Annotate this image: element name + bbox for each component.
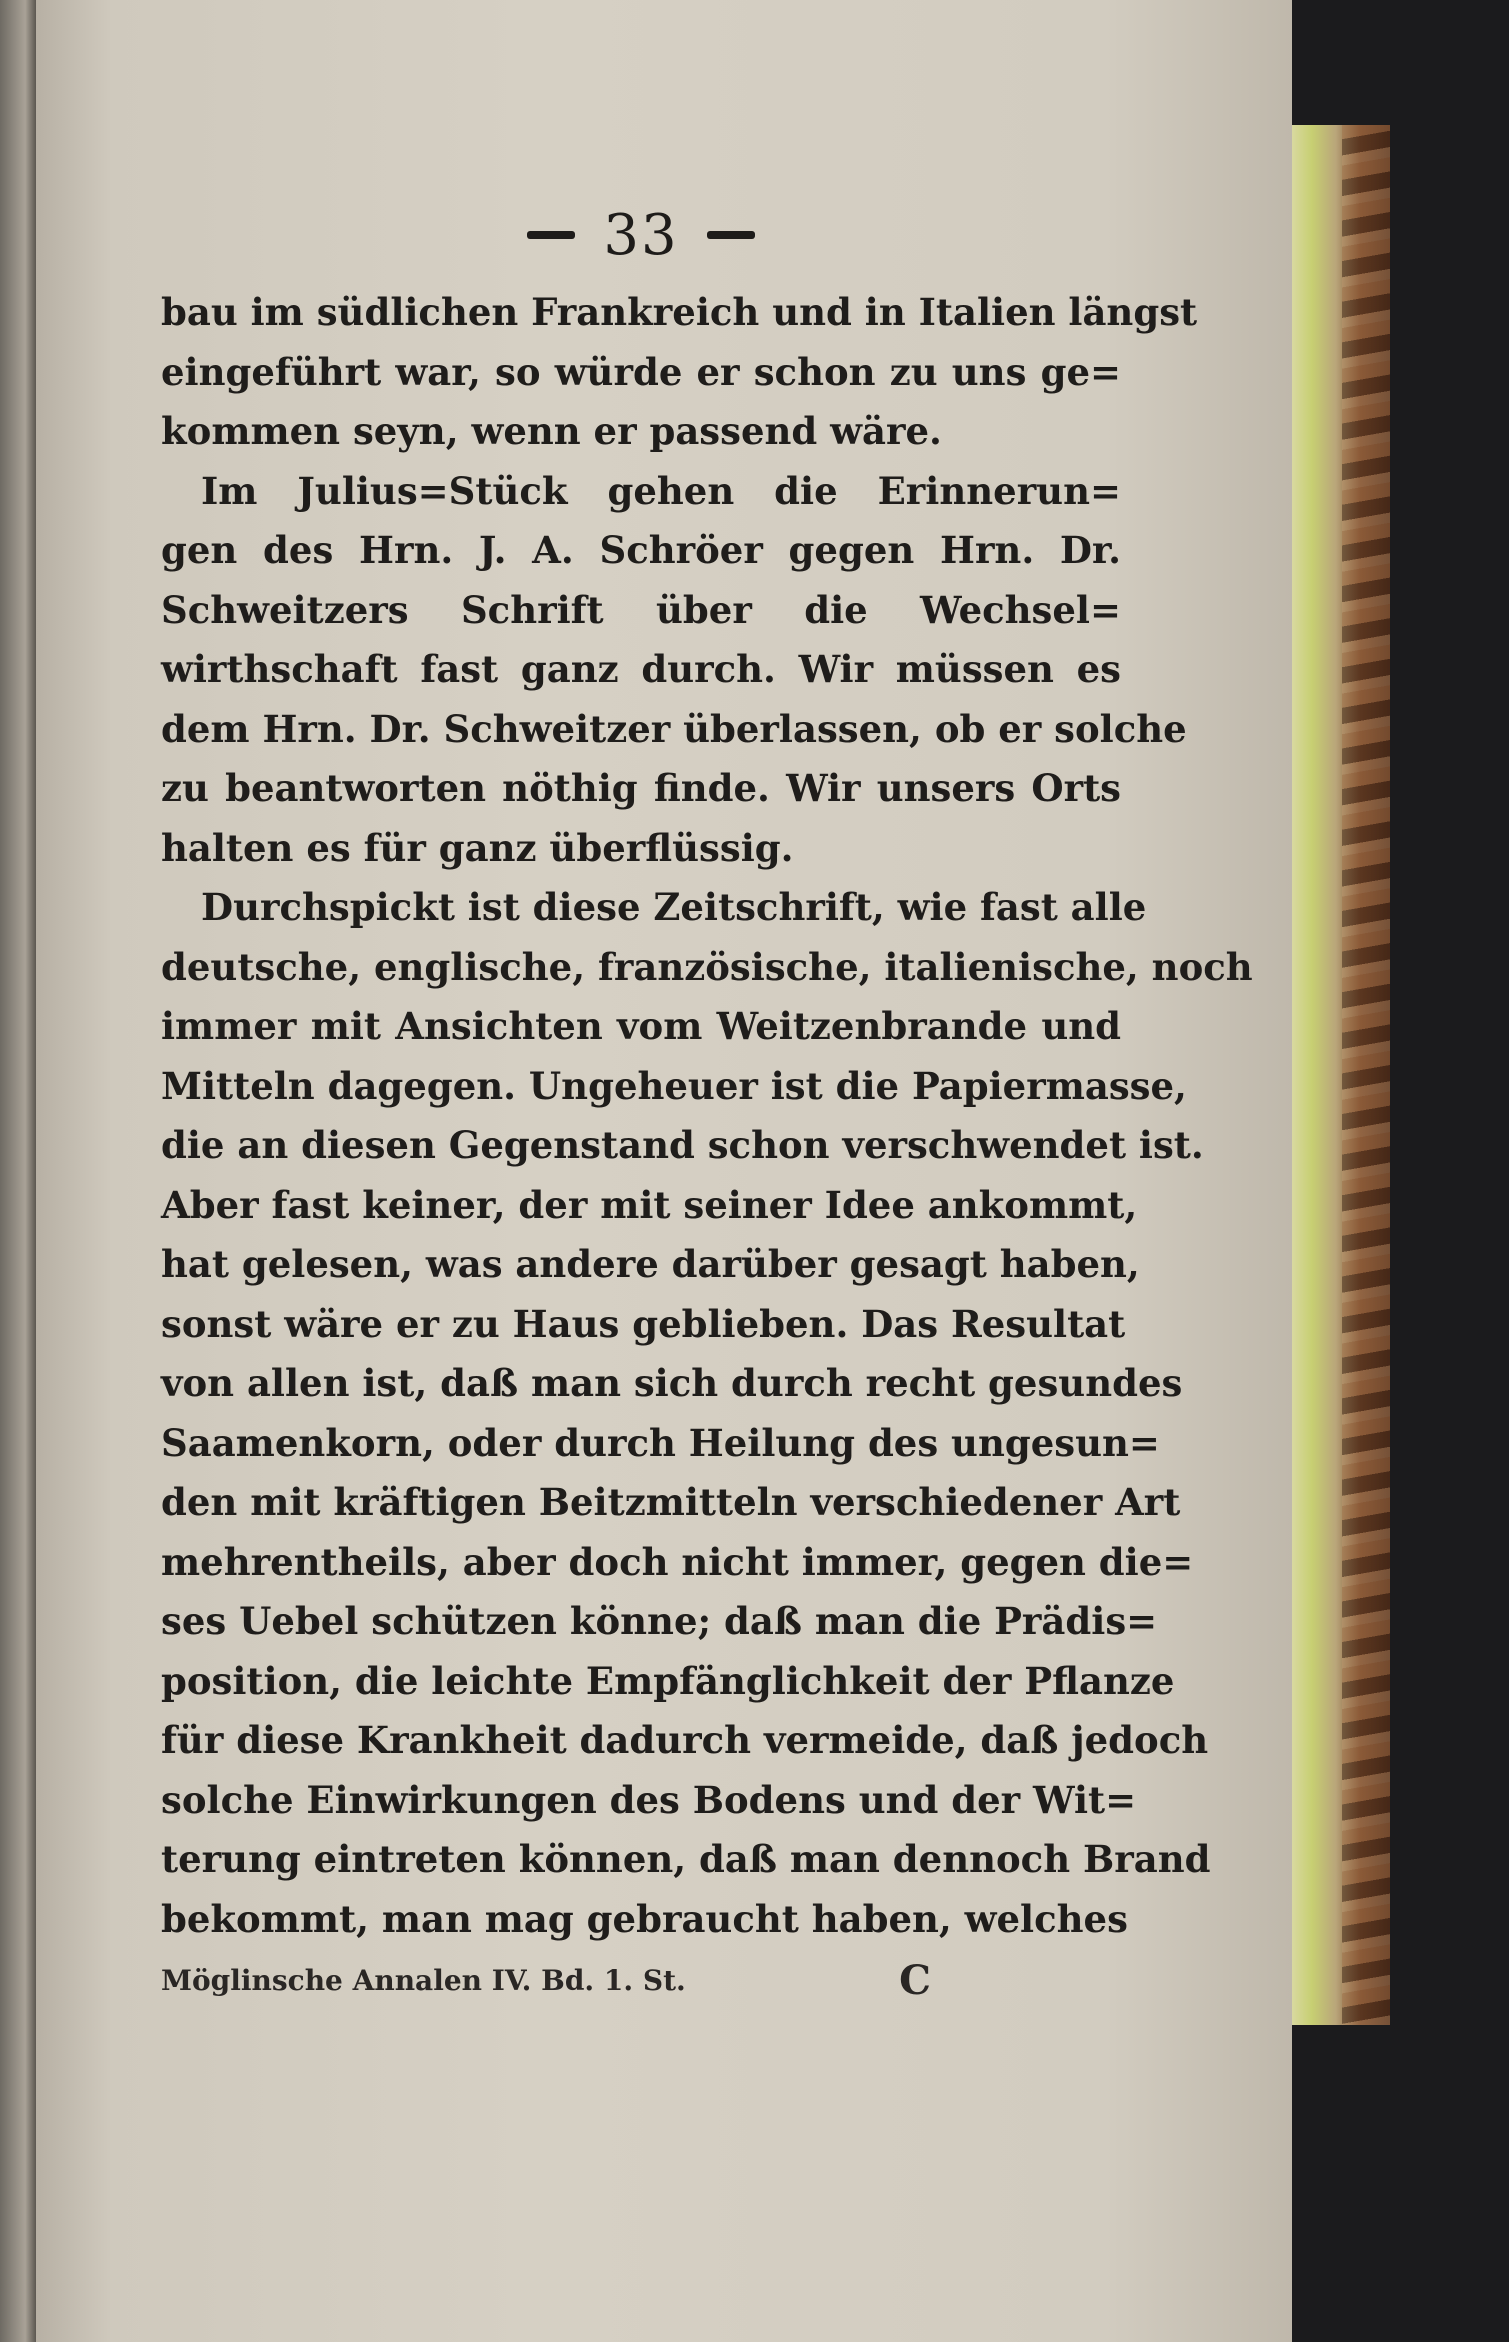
text-line: gen des Hrn. J. A. Schröer gegen Hrn. Dr.: [161, 528, 1121, 572]
book-page: [36, 0, 1292, 2342]
text-line: eingeführt war, so würde er schon zu uns ge=: [161, 349, 1121, 394]
text-line: den mit kräftigen Beitzmitteln verschiedener Art: [161, 1480, 1181, 1524]
text-line: mehrentheils, aber doch nicht immer, gegen die=: [161, 1539, 1194, 1584]
page-footer: [161, 1955, 1121, 2005]
text-line: Durchspickt ist diese Zeitschrift, wie fast alle: [201, 885, 1147, 929]
text-line: die an diesen Gegenstand schon verschwendet ist.: [161, 1123, 1204, 1167]
text-line: position, die leichte Empfänglichkeit der Pflanze: [161, 1658, 1175, 1703]
text-line: Saamenkorn, oder durch Heilung des ungesun=: [161, 1420, 1160, 1465]
ornamental-dash-right: [707, 231, 755, 239]
text-line: für diese Krankheit dadurch vermeide, daß jedoch: [161, 1718, 1209, 1762]
text-line: Aber fast keiner, der mit seiner Idee ankommt,: [161, 1182, 1138, 1227]
signature-line: Möglinsche Annalen IV. Bd. 1. St.: [161, 1963, 686, 1997]
text-line: halten es für ganz überflüssig.: [161, 825, 794, 870]
text-line: Schweitzers Schrift über die Wechsel=: [161, 587, 1121, 632]
text-line: wirthschaft fast ganz durch. Wir müssen es: [161, 647, 1121, 691]
ornamental-dash-left: [527, 231, 575, 239]
text-line: dem Hrn. Dr. Schweitzer überlassen, ob er solche: [161, 706, 1187, 751]
text-line: zu beantworten nöthig finde. Wir unsers Orts: [161, 766, 1121, 810]
gathering-mark: C: [899, 1956, 931, 2004]
text-line: immer mit Ansichten vom Weitzenbrande und: [161, 1004, 1121, 1048]
text-line: von allen ist, daß man sich durch recht gesundes: [161, 1361, 1183, 1405]
text-line: hat gelesen, was andere darüber gesagt haben,: [161, 1242, 1140, 1286]
text-line: sonst wäre er zu Haus geblieben. Das Resultat: [161, 1301, 1126, 1346]
text-line: bau im südlichen Frankreich und in Italien längst: [161, 290, 1198, 334]
body-text: [161, 283, 1253, 1949]
text-line: solche Einwirkungen des Bodens und der Wit=: [161, 1777, 1137, 1822]
running-head: [491, 200, 791, 270]
text-line: Im Julius=Stück gehen die Erinnerun=: [201, 468, 1121, 513]
text-line: ses Uebel schützen könne; daß man die Prädis=: [161, 1599, 1158, 1643]
text-line: Mitteln dagegen. Ungeheuer ist die Papiermasse,: [161, 1063, 1187, 1108]
page-number: 33: [603, 202, 679, 268]
adjacent-page-edge: [0, 0, 36, 2342]
text-line: bekommt, man mag gebraucht haben, welches: [161, 1896, 1128, 1941]
text-line: terung eintreten können, daß man dennoch Brand: [161, 1837, 1211, 1881]
text-line: deutsche, englische, französische, italienische, noch: [161, 944, 1253, 989]
text-line: kommen seyn, wenn er passend wäre.: [161, 409, 942, 453]
